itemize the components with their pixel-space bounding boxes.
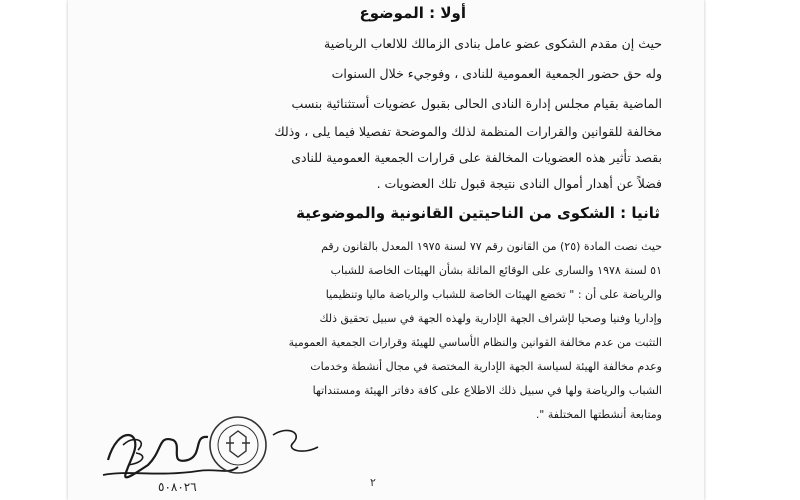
signature-second-stroke — [273, 430, 318, 451]
document-page — [68, 0, 704, 500]
section2-line-5: التثبت من عدم مخالفة القوانين والنظام الأساسي للهيئة وقرارات الجمعية العمومية — [288, 336, 662, 349]
section2-line-4: وإداريا وفنيا وصحيا لإشراف الجهة الإدارية ولهذه الجهة في سبيل تحقيق ذلك — [319, 312, 662, 325]
section1-line-5: بقصد تأثير هذه العضويات المخالفة على قرارات الجمعية العمومية للنادى — [291, 150, 662, 165]
page-number: ٢ — [370, 476, 376, 489]
official-stamp — [210, 417, 266, 473]
section2-line-8: ومتابعة أنشطتها المختلفة ". — [535, 408, 662, 421]
signature-underline — [103, 467, 238, 475]
section1-line-4: مخالفة للقوانين والقرارات المنظمة لذلك والموضحة تفصيلا فيما يلى ، وذلك — [274, 124, 662, 139]
section1-line-1: حيث إن مقدم الشكوى عضو عامل بنادى الزمالك للالعاب الرياضية — [324, 36, 662, 51]
section1-line-6: فضلاً عن أهدار أموال النادى نتيجة قبول تلك العضويات . — [376, 176, 662, 191]
section1-heading: أولا : الموضوع — [359, 4, 466, 22]
footer-number: ٥٠٨٠٢٦ — [158, 480, 197, 494]
section1-line-3: الماضية بقيام مجلس إدارة النادى الحالى بقبول عضويات أستثنائية بنسب — [291, 96, 662, 111]
section2-line-2: ٥١ لسنة ١٩٧٨ والسارى على الوقائع الماثلة بشأن الهيئات الخاصة للشباب — [330, 264, 662, 277]
section2-line-7: الشباب والرياضة ولها في سبيل ذلك الاطلاع على كافة دفاتر الهيئة ومستنداتها — [312, 384, 662, 397]
section2-heading: ثانيا : الشكوى من الناحيتين القانونية والموضوعية — [296, 204, 660, 222]
section1-line-2: وله حق حضور الجمعية العمومية للنادى ، وفوجيء خلال السنوات — [331, 66, 662, 81]
section2-line-3: والرياضة على أن : " تخضع الهيئات الخاصة للشباب والرياضة ماليا وتنظيميا — [325, 288, 662, 301]
signature-and-stamp — [88, 405, 338, 500]
section2-line-6: وعدم مخالفة الهيئة لسياسة الجهة الإدارية المختصة في مجال أنشطة وخدمات — [310, 360, 662, 373]
eagle-emblem-icon — [230, 431, 246, 457]
section2-line-1: حيث نصت المادة (٢٥) من القانون رقم ٧٧ لسنة ١٩٧٥ المعدل بالقانون رقم — [321, 240, 662, 253]
